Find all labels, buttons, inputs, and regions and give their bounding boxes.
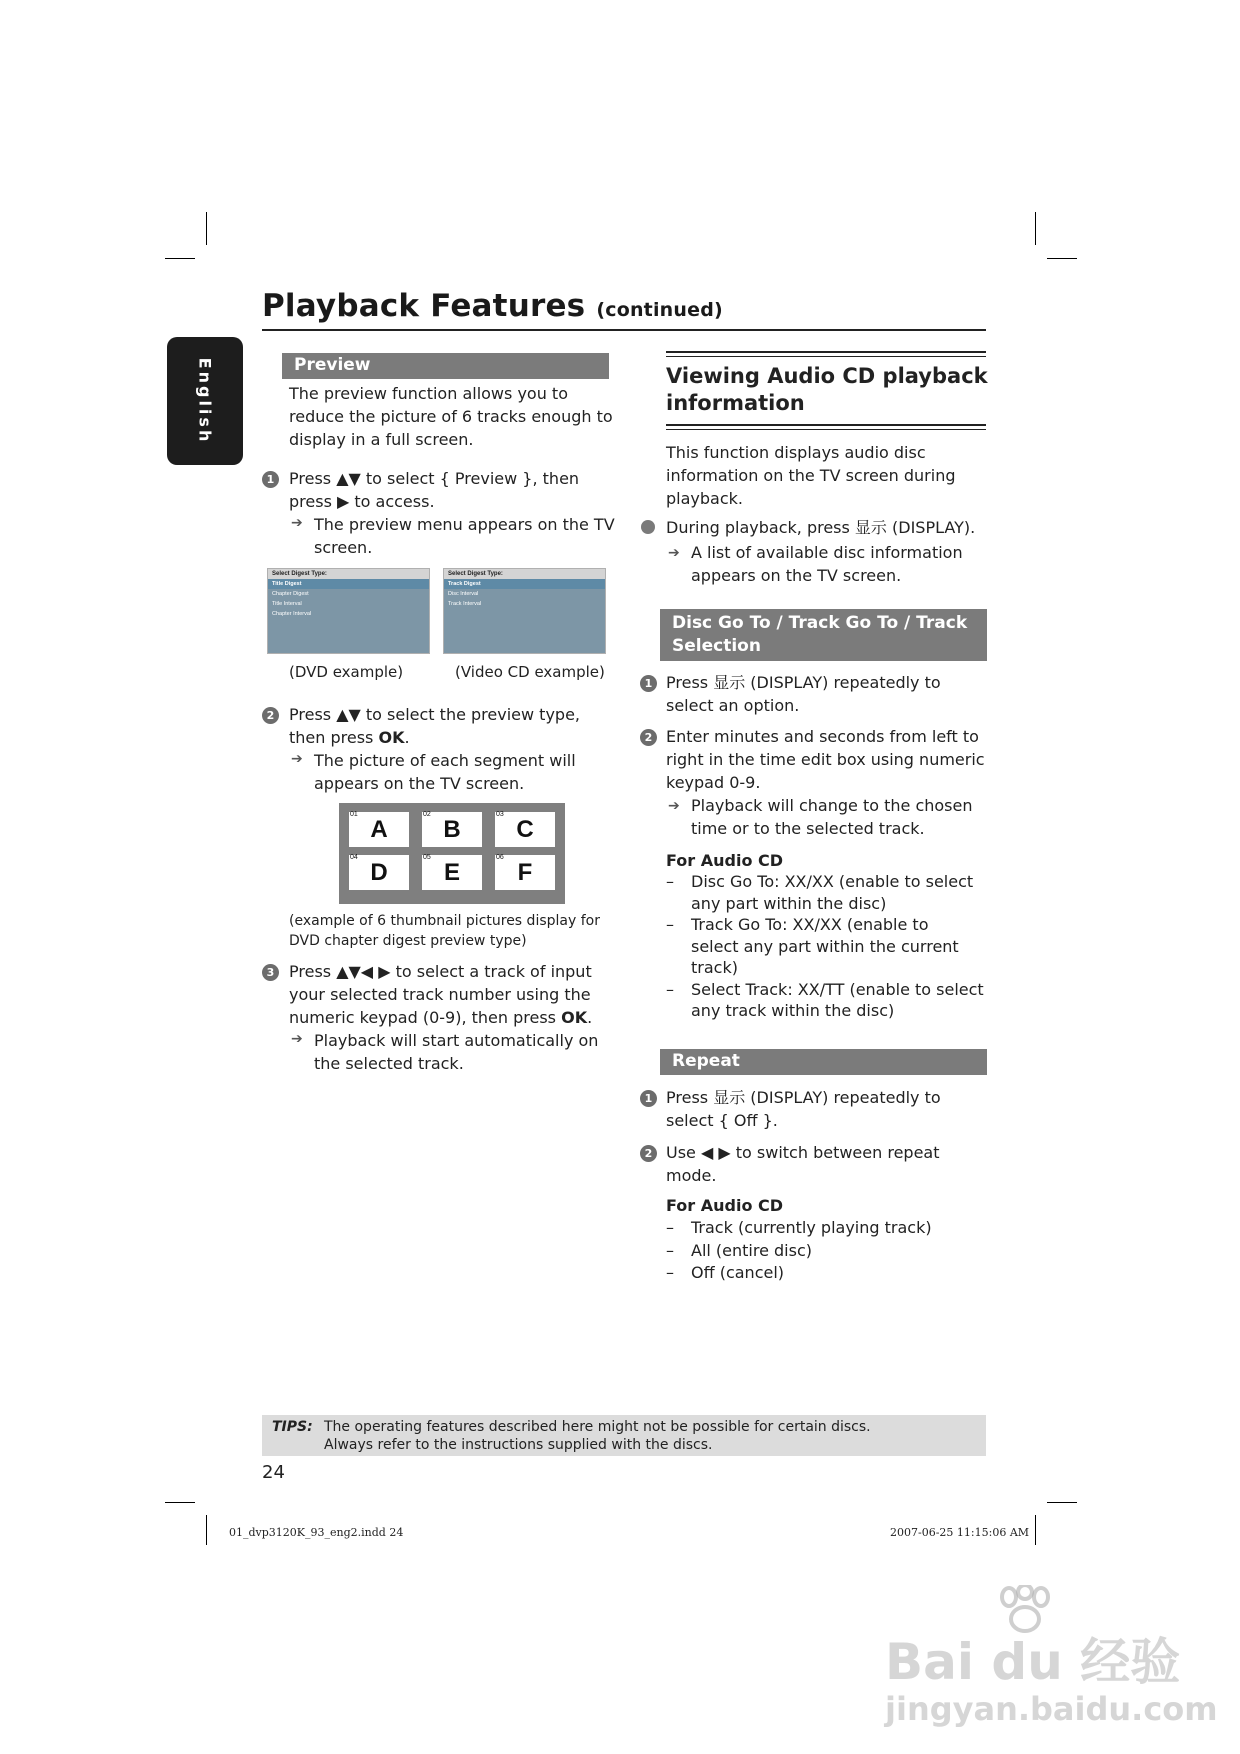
step-line: keypad 0-9. [666,773,761,792]
ok-key-label: OK [561,1008,588,1027]
audio-info-intro [666,441,955,510]
arrow-right-icon: ➔ [668,545,680,561]
step-line: select an option. [666,696,800,715]
thumbnail-letter: F [517,859,533,886]
step-text: numeric keypad (0-9), then press [289,1008,562,1027]
step-line: Use ◀ ▶ to switch between repeat [666,1143,940,1162]
screen-title: Select Digest Type: [268,569,429,579]
repeat-subheading: For Audio CD [666,1196,784,1215]
repeat-heading-text: Repeat [672,1051,740,1071]
dash-icon: – [666,915,674,934]
page-number: 24 [262,1462,285,1483]
step-text: . [404,728,410,747]
preview-intro-line: The preview function allows you to [289,384,568,403]
result-line: A list of available disc information [691,543,963,562]
page-title [262,288,723,324]
dash-icon: – [666,1263,674,1282]
arrow-right-icon: ➔ [291,1031,303,1047]
preview-step-1 [289,467,579,513]
list-item-line: track) [691,958,738,977]
step-line [289,726,580,749]
thumbnail [349,855,409,890]
repeat-list [666,1217,932,1285]
crop-mark [165,258,195,259]
result-line: Playback will change to the chosen [691,796,973,815]
repeat-step-2 [666,1141,940,1187]
thumbnail [495,855,555,890]
dvd-example-caption: (DVD example) [289,663,404,681]
caption-line: DVD chapter digest preview type) [289,933,527,949]
crop-mark [206,1515,207,1545]
heading-rule [666,356,986,357]
screen-menu-item: Chapter Digest [272,591,309,597]
footer-timestamp: 2007-06-25 11:15:06 AM [890,1526,1030,1539]
thumbnail [422,812,482,847]
goto-heading [660,609,987,661]
vcd-preview-screen [443,568,606,654]
tips-box [262,1415,986,1456]
step-text: then press [289,728,379,747]
thumbnail-number: 03 [496,811,504,818]
preview-step-3-result [314,1029,598,1075]
intro-line: playback. [666,489,743,508]
result-line: Playback will start automatically on [314,1031,599,1050]
crop-mark [206,212,207,245]
intro-line: information on the TV screen during [666,466,956,485]
list-item-line: Track Go To: XX/XX (enable to [691,915,929,934]
page-title-text: Playback Features [262,288,586,324]
ok-key-label: OK [378,728,405,747]
step-line: Press 显示 (DISPLAY) repeatedly to [666,673,941,692]
audio-info-result [691,541,963,587]
thumbnail-letter: B [443,816,461,843]
step-line: mode. [666,1166,717,1185]
tips-text [324,1418,871,1454]
crop-mark [1047,1502,1077,1503]
watermark-url: jingyan.baidu.com [885,1690,1218,1728]
preview-intro [289,382,613,451]
preview-intro-line: reduce the picture of 6 tracks enough to [289,407,613,426]
step-number-icon: 2 [640,1145,657,1162]
heading-line: Disc Go To / Track Go To / Track [672,613,968,633]
list-item-line: any track within the disc) [691,1001,895,1020]
heading-line: Viewing Audio CD playback [666,364,988,388]
step-line: Enter minutes and seconds from left to [666,727,979,746]
preview-step-2 [289,703,580,749]
screen-menu-item: Disc Interval [448,591,479,597]
list-item-line: select any part within the current [691,936,959,956]
step-line: Press ▲▼ to select the preview type, [289,705,580,724]
list-item-line: Disc Go To: XX/XX (enable to select [691,872,974,891]
step-line: right in the time edit box using numeric [666,750,985,769]
result-line: screen. [314,538,373,557]
crop-mark [1047,258,1077,259]
step-number-icon: 1 [640,1090,657,1107]
screen-title: Select Digest Type: [444,569,605,579]
vcd-example-caption: (Video CD example) [455,663,605,681]
tips-label: TIPS: [272,1419,313,1435]
result-line: The picture of each segment will [314,751,576,770]
goto-step-2-result [691,794,973,840]
dvd-preview-screen [267,568,430,654]
goto-list [666,871,984,1022]
crop-mark [165,1502,195,1503]
list-item-line: Select Track: XX/TT (enable to select [691,979,984,999]
caption-line: (example of 6 thumbnail pictures display for [289,913,600,929]
dash-icon: – [666,979,674,999]
tips-line: Always refer to the instructions supplied with the discs. [324,1437,713,1453]
thumbnail-letter: D [370,859,388,886]
list-item-line: any part within the disc) [691,893,887,913]
thumbnail-number: 01 [350,811,358,818]
thumbnail [349,812,409,847]
step-line: select { Off }. [666,1111,778,1130]
audio-info-heading [666,363,988,417]
thumbnail [495,812,555,847]
list-item-text: Off (cancel) [691,1263,785,1282]
screen-menu-item: Title Interval [272,601,302,607]
step-line: press ▶ to access. [289,492,435,511]
thumbnail-number: 04 [350,854,358,861]
step-line: Press 显示 (DISPLAY) repeatedly to [666,1088,941,1107]
list-item [666,1262,932,1285]
language-tab [167,337,243,465]
thumbnail [422,855,482,890]
result-line: time or to the selected track. [691,819,925,838]
step-number-icon: 2 [262,707,279,724]
step-number-icon: 1 [262,471,279,488]
thumbnail-caption [289,911,600,951]
result-line: The preview menu appears on the TV [314,515,615,534]
step-number-icon: 1 [640,675,657,692]
crop-mark [1035,212,1036,245]
thumbnail-grid [339,803,565,904]
goto-subheading: For Audio CD [666,851,784,870]
preview-intro-line: display in a full screen. [289,430,474,449]
bullet-icon [641,520,655,534]
list-item [666,914,984,979]
screen-menu-item: Track Interval [448,601,482,607]
preview-heading-text: Preview [294,355,371,375]
language-tab-label: English [195,357,215,445]
watermark-brand: Bai du 经验 [885,1633,1181,1691]
preview-step-2-result [314,749,576,795]
heading-line: information [666,391,805,415]
step-line: your selected track number using the [289,985,591,1004]
step-number-icon: 3 [262,964,279,981]
step-text: . [587,1008,593,1027]
dash-icon: – [666,1218,674,1237]
result-line: the selected track. [314,1054,464,1073]
repeat-heading [660,1049,987,1075]
list-item [666,1240,932,1263]
step-line: Press ▲▼ to select { Preview }, then [289,469,580,488]
heading-rule [666,424,986,426]
heading-rule [666,351,986,353]
thumbnail-letter: E [443,859,460,886]
arrow-right-icon: ➔ [291,751,303,767]
dash-icon: – [666,872,674,891]
page-title-suffix: (continued) [596,299,723,321]
preview-step-3 [289,960,592,1029]
screen-menu-item: Title Digest [268,579,429,589]
crop-mark [1035,1515,1036,1545]
footer-file-info: 01_dvp3120K_93_eng2.indd 24 [229,1526,404,1539]
screen-menu-item: Track Digest [444,579,605,589]
result-line: appears on the TV screen. [314,774,525,793]
thumbnail-number: 05 [423,854,431,861]
result-line: appears on the TV screen. [691,566,902,585]
tips-line: The operating features described here might not be possible for certain discs. [324,1419,871,1435]
audio-info-bullet: During playback, press 显示 (DISPLAY). [666,518,976,537]
step-line [289,1006,592,1029]
screen-menu-item: Chapter Interval [272,611,312,617]
intro-line: This function displays audio disc [666,443,926,462]
goto-step-2 [666,725,985,794]
thumbnail-letter: A [370,816,388,843]
heading-line: Selection [672,636,761,656]
dash-icon: – [666,1240,674,1260]
thumbnail-letter: C [516,816,534,843]
preview-heading [282,353,609,379]
repeat-step-1 [666,1086,941,1132]
list-item-text: All (entire disc) [691,1240,812,1260]
step-line: Press ▲▼◀ ▶ to select a track of input [289,962,592,981]
arrow-right-icon: ➔ [668,798,680,814]
step-number-icon: 2 [640,729,657,746]
list-item [666,871,984,914]
title-divider [262,329,986,331]
list-item-text: Track (currently playing track) [691,1218,932,1237]
list-item [666,979,984,1022]
goto-step-1 [666,671,941,717]
thumbnail-number: 06 [496,854,504,861]
heading-rule [666,429,986,430]
thumbnail-number: 02 [423,811,431,818]
list-item [666,1217,932,1240]
preview-step-1-result [314,513,615,559]
arrow-right-icon: ➔ [291,515,303,531]
